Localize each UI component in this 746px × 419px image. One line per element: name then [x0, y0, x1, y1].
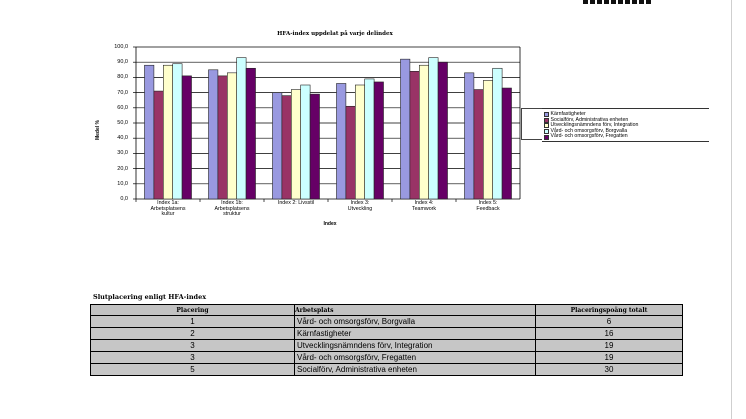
bar — [282, 96, 291, 199]
legend-swatch — [544, 129, 549, 134]
x-category-label — [195, 201, 269, 218]
bar — [163, 65, 172, 199]
bar — [291, 90, 300, 199]
table-caption: Slutplacering enligt HFA-index — [93, 293, 207, 301]
bar — [410, 71, 419, 199]
chart-legend — [542, 108, 709, 142]
bar — [182, 76, 191, 199]
x-category-label-line: Arbetsplatsens — [214, 205, 250, 212]
chart-title: HFA-index uppdelat på varje delindex — [277, 31, 393, 37]
x-category-label — [387, 201, 461, 212]
cell-points: 30 — [536, 364, 683, 376]
bar — [346, 106, 355, 199]
header-rank: Placering — [91, 305, 295, 316]
table-row — [91, 328, 683, 340]
x-category-label-line: Index 5: — [478, 200, 498, 206]
x-category-label — [131, 201, 205, 218]
cell-points: 19 — [536, 352, 683, 364]
bar — [173, 64, 182, 199]
y-tick-label: 60,0 — [117, 104, 128, 111]
legend-swatch — [544, 135, 549, 140]
bar — [483, 80, 492, 199]
bar — [246, 68, 255, 199]
bar — [273, 93, 282, 199]
legend-label: Socialförv, Administrativa enheten — [550, 116, 629, 123]
x-category-label-line: Index 4: — [414, 200, 434, 206]
ranking-table — [90, 304, 683, 376]
legend-label: Kärnfastigheter — [550, 111, 586, 117]
header-place: Arbetsplats — [295, 305, 536, 316]
y-tick-label: 90,0 — [117, 59, 128, 66]
y-tick-label: 50,0 — [117, 120, 128, 126]
x-category-label-line: Index 3: — [350, 200, 370, 206]
bar — [474, 90, 483, 199]
x-category-label-line: Utveckling — [347, 205, 373, 212]
x-category-label-line: Feedback — [476, 205, 500, 212]
bar — [365, 79, 374, 199]
y-tick-label: 70,0 — [117, 89, 128, 96]
y-tick-label: 80,0 — [117, 74, 128, 81]
bar — [374, 82, 383, 199]
x-category-label-line: Index 1a: — [157, 200, 179, 206]
bar — [154, 91, 163, 199]
bar — [218, 76, 227, 199]
x-category-label-line: struktur — [223, 211, 241, 218]
cell-place: Vård- och omsorgsförv, Borgvalla — [295, 316, 536, 328]
bar — [401, 59, 410, 199]
legend-label: Vård- och omsorgsförv, Fregatten — [550, 133, 628, 140]
bar — [310, 94, 319, 199]
legend-swatch — [544, 112, 549, 117]
x-category-label-line: kultur — [161, 211, 175, 218]
cell-place: Kärnfastigheter — [295, 328, 536, 340]
bar — [355, 85, 364, 199]
x-category-label — [451, 201, 525, 212]
legend-swatch — [544, 118, 549, 123]
table-header-row — [91, 305, 683, 316]
bar — [237, 58, 246, 199]
bar — [502, 88, 511, 199]
bar — [429, 58, 438, 199]
cell-place: Socialförv, Administrativa enheten — [295, 364, 536, 376]
cell-place: Utvecklingsnämndens förv, Integration — [295, 340, 536, 352]
y-axis-label: Medel % — [95, 120, 101, 141]
legend-label: Vård- och omsorgsförv, Borgvalla — [550, 127, 628, 134]
x-category-label — [259, 201, 333, 207]
table-row — [91, 340, 683, 352]
bar — [419, 65, 428, 199]
legend-swatch — [544, 123, 549, 128]
cell-rank: 3 — [91, 352, 295, 364]
x-category-label-line: Arbetsplatsens — [150, 205, 186, 212]
header-points: Placeringspoäng totalt — [536, 305, 683, 316]
cell-rank: 1 — [91, 316, 295, 328]
bar — [465, 73, 474, 199]
cell-points: 16 — [536, 328, 683, 340]
y-tick-label: 40,0 — [117, 135, 128, 142]
cell-rank: 3 — [91, 340, 295, 352]
y-tick-label: 10,0 — [117, 180, 128, 187]
cell-rank: 5 — [91, 364, 295, 376]
x-category-label-line: Index 2: Livsstil — [277, 200, 315, 206]
cell-points: 19 — [536, 340, 683, 352]
bar — [209, 70, 218, 199]
legend-tab — [521, 108, 542, 140]
bar — [227, 73, 236, 199]
x-category-label — [323, 201, 397, 212]
bar — [145, 65, 154, 199]
y-tick-label: 20,0 — [117, 165, 128, 172]
y-tick-label: 0,0 — [120, 196, 128, 202]
cell-place: Vård- och omsorgsförv, Fregatten — [295, 352, 536, 364]
bar — [337, 83, 346, 199]
legend-label: Utvecklingsnämndens förv, Integration — [550, 122, 639, 129]
bar — [493, 68, 502, 199]
table-row — [91, 352, 683, 364]
cell-points: 6 — [536, 316, 683, 328]
legend-item — [544, 134, 628, 140]
bar — [301, 85, 310, 199]
x-category-label-line: Index 1b: — [221, 200, 243, 206]
x-category-label-line: Teamwork — [411, 205, 437, 212]
x-axis-label: Index — [323, 221, 337, 227]
table-row — [91, 364, 683, 376]
cell-rank: 2 — [91, 328, 295, 340]
y-tick-label: 30,0 — [117, 150, 128, 157]
bar — [438, 62, 447, 199]
table-row — [91, 316, 683, 328]
y-tick-label: 100,0 — [114, 44, 128, 50]
